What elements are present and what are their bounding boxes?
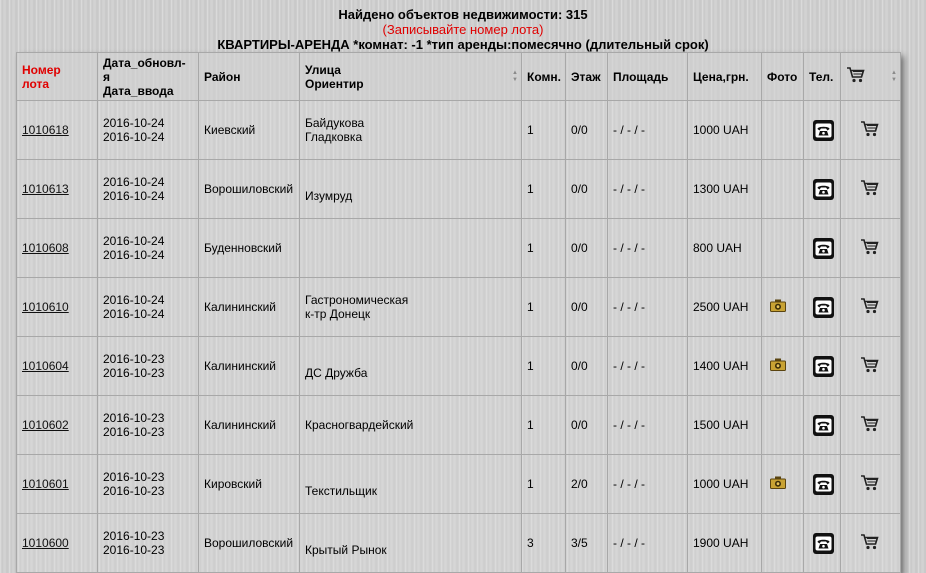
phone-cell (804, 337, 841, 396)
table-row (17, 278, 901, 337)
rooms-cell: 1 (522, 396, 566, 455)
phone-icon[interactable] (813, 533, 834, 554)
street-cell: Гастрономическая к-тр Донецк (300, 278, 522, 337)
results-header (0, 0, 926, 52)
phone-icon[interactable] (813, 415, 834, 436)
photo-cell (762, 396, 804, 455)
add-to-cart-icon[interactable] (860, 238, 880, 259)
lot-link[interactable]: 1010618 (22, 123, 69, 137)
column-header-rooms[interactable]: Комн. (522, 53, 566, 101)
cart-cell (841, 514, 901, 573)
rooms-cell: 1 (522, 337, 566, 396)
price-cell: 1000 UAH (688, 455, 762, 514)
lot-cell (17, 396, 98, 455)
area-cell: - / - / - (608, 160, 688, 219)
district-cell: Калининский (199, 337, 300, 396)
camera-icon[interactable] (770, 476, 786, 492)
floor-cell: 0/0 (566, 101, 608, 160)
lot-cell (17, 160, 98, 219)
photo-cell (762, 514, 804, 573)
phone-cell (804, 278, 841, 337)
district-cell: Ворошиловский (199, 160, 300, 219)
district-cell: Калининский (199, 396, 300, 455)
cart-cell (841, 455, 901, 514)
cart-cell (841, 160, 901, 219)
column-header-price[interactable]: Цена,грн. (688, 53, 762, 101)
table-row (17, 219, 901, 278)
rooms-cell: 1 (522, 101, 566, 160)
rooms-cell: 3 (522, 514, 566, 573)
table-row (17, 455, 901, 514)
rooms-cell: 1 (522, 278, 566, 337)
lot-cell (17, 514, 98, 573)
floor-cell: 2/0 (566, 455, 608, 514)
phone-icon[interactable] (813, 356, 834, 377)
table-row (17, 396, 901, 455)
district-cell: Ворошиловский (199, 514, 300, 573)
price-cell: 1300 UAH (688, 160, 762, 219)
lot-cell (17, 278, 98, 337)
dates-cell: 2016-10-23 2016-10-23 (98, 455, 199, 514)
column-header-photo[interactable]: Фото (762, 53, 804, 101)
add-to-cart-icon[interactable] (860, 474, 880, 495)
cart-cell (841, 278, 901, 337)
street-cell: Байдукова Гладковка (300, 101, 522, 160)
sort-arrows-icon[interactable]: ▲ ▼ (512, 69, 518, 83)
add-to-cart-icon[interactable] (860, 120, 880, 141)
photo-cell (762, 160, 804, 219)
cart-cell (841, 396, 901, 455)
lot-link[interactable]: 1010610 (22, 300, 69, 314)
photo-cell (762, 219, 804, 278)
area-cell: - / - / - (608, 219, 688, 278)
floor-cell: 0/0 (566, 160, 608, 219)
floor-cell: 0/0 (566, 219, 608, 278)
district-cell: Буденновский (199, 219, 300, 278)
photo-cell (762, 455, 804, 514)
lot-link[interactable]: 1010600 (22, 536, 69, 550)
results-table (16, 52, 901, 573)
street-cell: ДС Дружба (300, 337, 522, 396)
floor-cell: 0/0 (566, 396, 608, 455)
price-cell: 1000 UAH (688, 101, 762, 160)
photo-cell (762, 337, 804, 396)
column-header-phone[interactable]: Тел. (804, 53, 841, 101)
phone-cell (804, 514, 841, 573)
rooms-cell: 1 (522, 160, 566, 219)
add-to-cart-icon[interactable] (860, 179, 880, 200)
found-count: Найдено объектов недвижимости: 315 (338, 7, 588, 22)
phone-cell (804, 455, 841, 514)
area-cell: - / - / - (608, 514, 688, 573)
lot-link[interactable]: 1010613 (22, 182, 69, 196)
dates-cell: 2016-10-24 2016-10-24 (98, 160, 199, 219)
lot-cell (17, 455, 98, 514)
price-cell: 1900 UAH (688, 514, 762, 573)
phone-icon[interactable] (813, 238, 834, 259)
dates-cell: 2016-10-24 2016-10-24 (98, 278, 199, 337)
add-to-cart-icon[interactable] (860, 297, 880, 318)
table-header-row (17, 53, 901, 101)
dates-cell: 2016-10-23 2016-10-23 (98, 396, 199, 455)
column-header-lot[interactable]: Номер лота (17, 53, 98, 101)
phone-cell (804, 396, 841, 455)
phone-icon[interactable] (813, 179, 834, 200)
photo-cell (762, 101, 804, 160)
floor-cell: 0/0 (566, 278, 608, 337)
phone-icon[interactable] (813, 474, 834, 495)
lot-link[interactable]: 1010601 (22, 477, 69, 491)
rooms-cell: 1 (522, 455, 566, 514)
add-to-cart-icon[interactable] (860, 415, 880, 436)
street-cell: Красногвардейский (300, 396, 522, 455)
dates-cell: 2016-10-24 2016-10-24 (98, 101, 199, 160)
district-cell: Киевский (199, 101, 300, 160)
phone-icon[interactable] (813, 297, 834, 318)
price-cell: 1400 UAH (688, 337, 762, 396)
area-cell: - / - / - (608, 278, 688, 337)
lot-cell (17, 101, 98, 160)
camera-icon[interactable] (770, 358, 786, 374)
table-row (17, 101, 901, 160)
phone-cell (804, 160, 841, 219)
area-cell: - / - / - (608, 337, 688, 396)
cart-cell (841, 219, 901, 278)
photo-cell (762, 278, 804, 337)
district-cell: Калининский (199, 278, 300, 337)
street-cell: Изумруд (300, 160, 522, 219)
lot-cell (17, 337, 98, 396)
column-header-cart[interactable] (841, 53, 901, 101)
area-cell: - / - / - (608, 396, 688, 455)
dates-cell: 2016-10-23 2016-10-23 (98, 514, 199, 573)
price-cell: 1500 UAH (688, 396, 762, 455)
district-cell: Кировский (199, 455, 300, 514)
floor-cell: 3/5 (566, 514, 608, 573)
table-row (17, 514, 901, 573)
phone-cell (804, 219, 841, 278)
area-cell: - / - / - (608, 455, 688, 514)
price-cell: 800 UAH (688, 219, 762, 278)
lot-cell (17, 219, 98, 278)
add-to-cart-icon[interactable] (860, 356, 880, 377)
lot-link[interactable]: 1010602 (22, 418, 69, 432)
column-header-floor[interactable]: Этаж (566, 53, 608, 101)
dates-cell: 2016-10-23 2016-10-23 (98, 337, 199, 396)
dates-cell: 2016-10-24 2016-10-24 (98, 219, 199, 278)
camera-icon[interactable] (770, 299, 786, 315)
column-header-area[interactable]: Площадь (608, 53, 688, 101)
sort-arrows-icon[interactable]: ▲ ▼ (891, 69, 897, 83)
rooms-cell: 1 (522, 219, 566, 278)
column-header-district[interactable]: Район (199, 53, 300, 101)
table-row (17, 160, 901, 219)
filter-summary: КВАРТИРЫ-АРЕНДА *комнат: -1 *тип аренды:помесячно (длительный срок) (217, 37, 709, 52)
table-row (17, 337, 901, 396)
column-header-street[interactable]: Улица Ориентир ▲ ▼ (300, 53, 522, 101)
phone-icon[interactable] (813, 120, 834, 141)
cart-cell (841, 101, 901, 160)
price-cell: 2500 UAH (688, 278, 762, 337)
results-table-wrapper (16, 52, 900, 573)
lot-link[interactable]: 1010608 (22, 241, 69, 255)
lot-notice: (Записывайте номер лота) (382, 22, 544, 37)
floor-cell: 0/0 (566, 337, 608, 396)
cart-icon (846, 66, 866, 87)
street-cell: Текстильщик (300, 455, 522, 514)
lot-link[interactable]: 1010604 (22, 359, 69, 373)
area-cell: - / - / - (608, 101, 688, 160)
street-cell: Крытый Рынок (300, 514, 522, 573)
cart-cell (841, 337, 901, 396)
phone-cell (804, 101, 841, 160)
street-cell (300, 219, 522, 278)
add-to-cart-icon[interactable] (860, 533, 880, 554)
column-header-dates[interactable]: Дата_обновл-я Дата_ввода (98, 53, 199, 101)
